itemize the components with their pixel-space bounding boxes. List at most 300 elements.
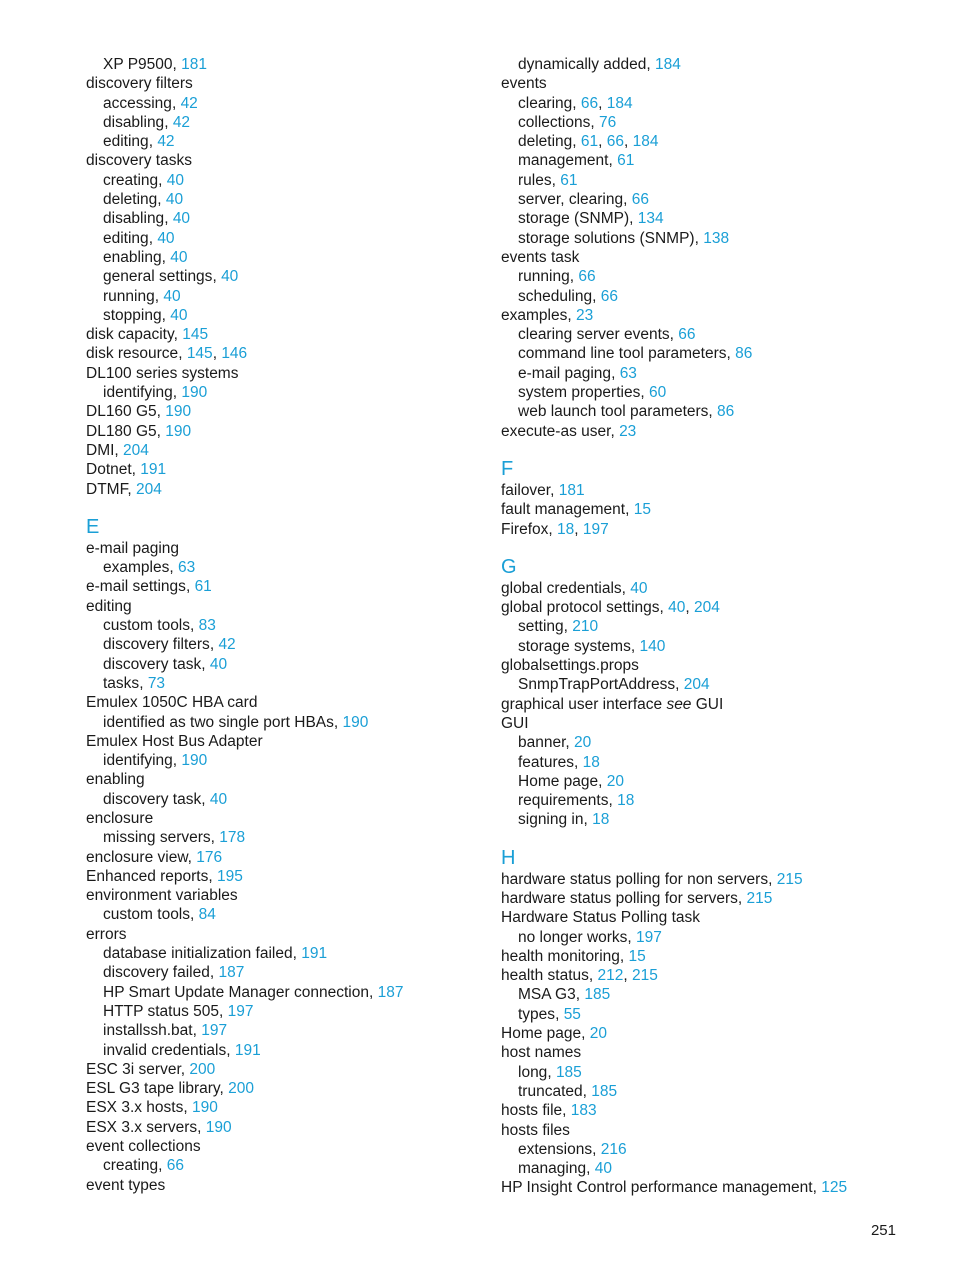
index-subentry: requirements, 18 (518, 792, 635, 810)
index-term: e-mail settings (86, 578, 186, 596)
page-link[interactable]: 40 (163, 287, 181, 305)
index-term: global credentials (501, 579, 622, 597)
index-entry: HP Insight Control performance management, 125 (501, 1179, 848, 1197)
page-link[interactable]: 185 (555, 1063, 582, 1081)
index-entry (501, 656, 941, 675)
index-term: Hardware Status Polling task (501, 909, 701, 927)
index-term: rules (518, 171, 552, 189)
page-link[interactable]: 76 (599, 113, 617, 131)
index-term: deleting (103, 191, 158, 209)
index-entry (501, 1121, 941, 1140)
page-link[interactable]: 197 (201, 1022, 228, 1040)
index-term: HP Smart Update Manager connection (103, 983, 369, 1001)
page-link[interactable]: 204 (123, 441, 149, 459)
index-term: Home page (518, 772, 599, 790)
page-link[interactable]: 190 (191, 1099, 218, 1117)
page-link[interactable]: 215 (632, 967, 658, 985)
index-term: system properties (518, 384, 641, 402)
index-term: disk capacity (86, 326, 174, 344)
index-entry: ESX 3.x hosts, 190 (86, 1099, 218, 1117)
index-subentry: server, clearing, 66 (518, 191, 649, 209)
index-entry: health monitoring, 15 (501, 947, 646, 965)
page-link[interactable]: 40 (630, 579, 648, 597)
page-link[interactable]: 66 (631, 191, 649, 209)
index-subentry: discovery filters, 42 (103, 636, 236, 654)
index-subentry: identifying, 190 (103, 752, 208, 770)
index-term: events (501, 75, 547, 93)
page-link[interactable]: 20 (606, 772, 625, 790)
page-link[interactable]: 83 (198, 617, 216, 635)
page-link[interactable]: 42 (218, 636, 236, 654)
page-link[interactable]: 66 (678, 326, 696, 344)
index-subentry: command line tool parameters, 86 (518, 345, 753, 363)
index-entry: health status, 212, 215 (501, 967, 658, 985)
page-link[interactable]: 66 (578, 268, 596, 286)
page-link[interactable]: 181 (558, 481, 585, 499)
page-link[interactable]: 23 (619, 422, 637, 440)
index-subentry: no longer works, 197 (518, 928, 662, 946)
index-term: GUI (501, 714, 529, 732)
page-link[interactable]: 86 (717, 403, 735, 421)
index-entry: DL180 G5, 190 (86, 422, 192, 440)
page-link[interactable]: 63 (619, 364, 637, 382)
index-subentry: web launch tool parameters, 86 (518, 403, 735, 421)
index-term: hardware status polling for servers (501, 889, 738, 907)
index-term: discovery tasks (86, 152, 192, 170)
index-entry (86, 151, 526, 170)
index-term: discovery task (103, 655, 202, 673)
page-link[interactable]: 40 (170, 248, 188, 266)
index-term: Dotnet (86, 461, 132, 479)
index-entry (501, 1043, 941, 1062)
index-term: discovery task (103, 790, 202, 808)
index-subentry: clearing, 66, 184 (518, 94, 633, 112)
index-term: installssh.bat (103, 1022, 193, 1040)
page-link[interactable]: 66 (166, 1157, 185, 1175)
index-term: running (518, 268, 570, 286)
index-term: web launch tool parameters (518, 403, 709, 421)
index-term: disk resource (86, 345, 179, 363)
page-link[interactable]: 18 (617, 792, 635, 810)
index-subentry: long, 185 (518, 1063, 582, 1081)
index-term: managing (518, 1160, 587, 1178)
page-link[interactable]: 146 (221, 345, 248, 363)
page-link[interactable]: 145 (182, 326, 209, 344)
index-subentry: collections, 76 (518, 113, 617, 131)
index-entry (86, 539, 526, 558)
index-term: custom tools (103, 617, 191, 635)
index-term: globalsettings.props (501, 657, 639, 675)
index-subentry: discovery failed, 187 (103, 964, 245, 982)
index-term: signing in (518, 811, 584, 829)
page-link[interactable]: 134 (637, 210, 664, 228)
index-term: enabling (86, 771, 145, 789)
index-term: e-mail paging (518, 364, 612, 382)
index-entry: execute-as user, 23 (501, 422, 637, 440)
index-subentry: rules, 61 (518, 171, 578, 189)
page-link[interactable]: 40 (668, 599, 686, 617)
index-term: XP P9500 (103, 56, 173, 73)
page-link[interactable]: 66 (580, 94, 599, 112)
page-link[interactable]: 176 (196, 848, 223, 866)
index-entry (86, 925, 526, 944)
index-entry: hosts file, 183 (501, 1102, 597, 1120)
index-entry (86, 364, 526, 383)
index-subentry: identified as two single port HBAs, 190 (103, 713, 369, 731)
index-term: general settings (103, 268, 213, 286)
index-entry (501, 248, 941, 267)
index-subentry: discovery task, 40 (103, 655, 228, 673)
index-term: no longer works (518, 928, 628, 946)
page-link[interactable]: 15 (628, 947, 646, 965)
index-term: setting (518, 618, 564, 636)
index-term: enclosure view (86, 848, 188, 866)
index-term: management (518, 152, 609, 170)
index-letter-heading: F (501, 457, 514, 480)
page-link[interactable]: 18 (582, 753, 600, 771)
index-term: truncated (518, 1082, 583, 1100)
index-entry: Firefox, 18, 197 (501, 520, 609, 538)
page-link[interactable]: 84 (198, 906, 216, 924)
index-term: enabling (103, 248, 162, 266)
index-term: disabling (103, 113, 165, 131)
page-link[interactable]: 63 (177, 559, 196, 577)
index-subentry: custom tools, 84 (103, 906, 216, 924)
page-link[interactable]: 61 (580, 133, 599, 151)
index-subentry: dynamically added, 184 (518, 56, 681, 73)
index-entry (86, 597, 526, 616)
page-link[interactable]: 86 (735, 345, 753, 363)
index-subentry: editing, 42 (103, 133, 175, 151)
page-link[interactable]: 190 (181, 752, 208, 770)
index-term: dynamically added (518, 56, 647, 73)
index-subentry: deleting, 61, 66, 184 (518, 133, 659, 151)
index-subentry: system properties, 60 (518, 384, 667, 402)
index-term: examples (501, 306, 568, 324)
page-link[interactable]: 73 (147, 674, 166, 692)
index-entry: Enhanced reports, 195 (86, 867, 243, 885)
index-term: discovery failed (103, 964, 210, 982)
index-entry: e-mail settings, 61 (86, 578, 212, 596)
page-number: 251 (870, 1222, 896, 1239)
page-link[interactable]: 197 (582, 520, 609, 538)
index-column-left (86, 55, 526, 1195)
index-entry (86, 74, 526, 93)
index-subentry: storage solutions (SNMP), 138 (518, 229, 730, 247)
page-link[interactable]: 187 (377, 983, 404, 1001)
index-entry (501, 714, 941, 733)
page-link[interactable]: 200 (228, 1080, 255, 1098)
index-subentry: storage (SNMP), 134 (518, 210, 664, 228)
index-term: health monitoring (501, 947, 620, 965)
page-link[interactable]: 20 (589, 1025, 608, 1043)
index-subentry: managing, 40 (518, 1160, 612, 1178)
index-subentry: MSA G3, 185 (518, 986, 611, 1004)
index-term: host names (501, 1044, 582, 1062)
page-link[interactable]: 197 (227, 1002, 254, 1020)
index-term: hardware status polling for non servers (501, 870, 769, 888)
index-subentry: HTTP status 505, 197 (103, 1002, 254, 1020)
index-term: Enhanced reports (86, 867, 209, 885)
page-link[interactable]: 190 (165, 422, 192, 440)
page-link[interactable]: 66 (600, 287, 618, 305)
index-term: HTTP status 505 (103, 1002, 220, 1020)
page-link[interactable]: 20 (574, 734, 592, 752)
index-subentry: creating, 40 (103, 171, 185, 189)
page-link[interactable]: 40 (165, 191, 184, 209)
index-term: banner (518, 734, 566, 752)
index-term: ESX 3.x hosts (86, 1099, 184, 1117)
index-term: discovery filters (103, 636, 210, 654)
index-term: long (518, 1063, 548, 1081)
index-entry (86, 809, 526, 828)
page-link[interactable]: 185 (584, 986, 611, 1004)
page-link[interactable]: 61 (617, 152, 635, 170)
index-term: graphical user interface (501, 695, 663, 713)
index-term: ESX 3.x servers (86, 1118, 198, 1136)
index-subentry: XP P9500, 181 (103, 56, 208, 73)
page-link[interactable]: 191 (140, 461, 167, 479)
index-entry: disk resource, 145, 146 (86, 345, 248, 363)
index-term: DL180 G5 (86, 422, 157, 440)
index-subentry: installssh.bat, 197 (103, 1022, 228, 1040)
index-entry: fault management, 15 (501, 501, 651, 519)
index-term: Emulex Host Bus Adapter (86, 732, 263, 750)
index-subentry: custom tools, 83 (103, 617, 216, 635)
index-term: HP Insight Control performance management (501, 1179, 813, 1197)
index-entry: examples, 23 (501, 306, 594, 324)
index-term: discovery filters (86, 75, 193, 93)
index-subentry: truncated, 185 (518, 1082, 618, 1100)
index-subentry: invalid credentials, 191 (103, 1041, 261, 1059)
index-term: editing (103, 229, 149, 247)
index-subentry: extensions, 216 (518, 1140, 627, 1158)
page-link[interactable]: 204 (694, 599, 720, 617)
index-subentry: database initialization failed, 191 (103, 945, 328, 963)
index-subentry: e-mail paging, 63 (518, 364, 637, 382)
index-subentry: clearing server events, 66 (518, 326, 696, 344)
page-link[interactable]: 40 (172, 210, 191, 228)
see-reference-label: see (666, 695, 692, 713)
index-term: MSA G3 (518, 986, 576, 1004)
index-term: DL100 series systems (86, 364, 239, 382)
index-entry: DL160 G5, 190 (86, 403, 192, 421)
index-term: server, clearing (518, 191, 624, 209)
index-term: hosts file (501, 1102, 563, 1120)
index-term: running (103, 287, 155, 305)
page-link[interactable]: 23 (575, 306, 594, 324)
index-subentry: enabling, 40 (103, 248, 188, 266)
index-subentry: Home page, 20 (518, 772, 625, 790)
index-term: invalid credentials (103, 1041, 227, 1059)
page-link[interactable]: 40 (209, 790, 228, 808)
index-entry: DTMF, 204 (86, 480, 162, 498)
index-entry: ESC 3i server, 200 (86, 1060, 216, 1078)
page-link[interactable]: 187 (218, 964, 245, 982)
index-entry (86, 693, 526, 712)
index-entry (86, 886, 526, 905)
index-entry: failover, 181 (501, 481, 585, 499)
index-entry: Dotnet, 191 (86, 461, 167, 479)
index-subentry: scheduling, 66 (518, 287, 618, 305)
index-term: disabling (103, 210, 165, 228)
see-reference-target[interactable]: GUI (695, 695, 724, 713)
page-link[interactable]: 61 (560, 171, 578, 189)
page-link[interactable]: 178 (219, 829, 246, 847)
index-entry: hardware status polling for servers, 215 (501, 889, 773, 907)
page-link[interactable]: 60 (648, 384, 667, 402)
index-term: failover (501, 481, 551, 499)
page-link[interactable]: 181 (181, 56, 208, 73)
index-term: types (518, 1005, 556, 1023)
index-term: custom tools (103, 906, 191, 924)
index-letter-heading: H (501, 846, 516, 869)
page-link[interactable]: 190 (342, 713, 369, 731)
page-link[interactable]: 138 (703, 229, 730, 247)
index-term: Firefox (501, 520, 549, 538)
index-subentry: running, 66 (518, 268, 596, 286)
index-term: editing (86, 597, 132, 615)
page-link[interactable]: 40 (157, 229, 175, 247)
index-term: enclosure (86, 809, 154, 827)
index-term: storage (SNMP) (518, 210, 630, 228)
index-term: events task (501, 248, 580, 266)
index-term: DTMF (86, 480, 128, 498)
index-subentry: HP Smart Update Manager connection, 187 (103, 983, 404, 1001)
page-link[interactable]: 210 (572, 618, 599, 636)
index-subentry: setting, 210 (518, 618, 599, 636)
index-subentry: missing servers, 178 (103, 829, 246, 847)
index-term: errors (86, 925, 127, 943)
page-link[interactable]: 216 (600, 1140, 627, 1158)
index-subentry: discovery task, 40 (103, 790, 228, 808)
index-subentry: stopping, 40 (103, 306, 188, 324)
index-subentry: deleting, 40 (103, 191, 184, 209)
index-term: clearing server events (518, 326, 670, 344)
page-link[interactable]: 40 (594, 1160, 612, 1178)
page-link[interactable]: 191 (301, 945, 328, 963)
index-term: identified as two single port HBAs (103, 713, 334, 731)
page-link[interactable]: 66 (606, 133, 625, 151)
index-term: environment variables (86, 887, 238, 905)
page-link[interactable]: 184 (632, 133, 659, 151)
index-entry: global protocol settings, 40, 204 (501, 599, 720, 617)
index-subentry: SnmpTrapPortAddress, 204 (518, 676, 710, 694)
page-link[interactable]: 183 (570, 1102, 597, 1120)
page-link[interactable]: 18 (557, 520, 575, 538)
page-link[interactable]: 15 (633, 501, 651, 519)
page-link[interactable]: 40 (166, 171, 185, 189)
index-subentry: running, 40 (103, 287, 181, 305)
page-link[interactable]: 42 (172, 113, 191, 131)
page-link[interactable]: 195 (216, 867, 243, 885)
index-entry: ESX 3.x servers, 190 (86, 1118, 232, 1136)
index-term: storage solutions (SNMP) (518, 229, 695, 247)
page-link[interactable]: 191 (234, 1041, 261, 1059)
page-link[interactable]: 204 (683, 676, 710, 694)
page-link[interactable]: 184 (655, 56, 681, 73)
index-subentry: tasks, 73 (103, 674, 166, 692)
page-link[interactable]: 18 (592, 811, 610, 829)
page-link[interactable]: 140 (639, 637, 666, 655)
index-term: execute-as user (501, 422, 611, 440)
index-subentry: signing in, 18 (518, 811, 610, 829)
index-term: features (518, 753, 575, 771)
index-column-right (501, 55, 941, 1198)
index-term: Home page (501, 1025, 582, 1043)
page-link[interactable]: 190 (165, 403, 192, 421)
index-entry (501, 695, 941, 714)
index-term: e-mail paging (86, 539, 180, 557)
index-term: creating (103, 1157, 159, 1175)
page-link[interactable]: 184 (606, 94, 633, 112)
page-link[interactable]: 200 (189, 1060, 216, 1078)
page-link[interactable]: 40 (221, 268, 239, 286)
index-term: Emulex 1050C HBA card (86, 694, 258, 712)
index-term: DMI (86, 441, 115, 459)
index-term: missing servers (103, 829, 211, 847)
index-term: database initialization failed (103, 945, 293, 963)
index-subentry: accessing, 42 (103, 94, 198, 112)
index-subentry: examples, 63 (103, 559, 196, 577)
index-letter-heading: E (86, 515, 100, 538)
index-term: editing (103, 133, 149, 151)
page-link[interactable]: 42 (157, 133, 175, 151)
index-entry: DMI, 204 (86, 441, 149, 459)
index-term: identifying (103, 384, 173, 402)
index-term: clearing (518, 94, 573, 112)
page-link[interactable]: 40 (209, 655, 228, 673)
index-entry: Home page, 20 (501, 1025, 608, 1043)
index-entry (86, 1137, 526, 1156)
index-subentry: disabling, 42 (103, 113, 191, 131)
index-term: accessing (103, 94, 172, 112)
index-entry (86, 732, 526, 751)
index-term: hosts files (501, 1121, 570, 1139)
index-term: scheduling (518, 287, 593, 305)
page-link[interactable]: 55 (563, 1005, 581, 1023)
index-subentry: management, 61 (518, 152, 635, 170)
index-term: ESL G3 tape library (86, 1080, 220, 1098)
index-term: collections (518, 113, 591, 131)
page-link[interactable]: 185 (591, 1082, 618, 1100)
index-term: event types (86, 1176, 166, 1194)
index-entry (501, 908, 941, 927)
page-link[interactable]: 190 (205, 1118, 232, 1136)
index-term: global protocol settings (501, 599, 660, 617)
index-term: extensions (518, 1140, 593, 1158)
page-link[interactable]: 215 (746, 889, 773, 907)
index-term: SnmpTrapPortAddress (518, 676, 676, 694)
page-link[interactable]: 190 (181, 384, 208, 402)
page-link[interactable]: 197 (636, 928, 662, 946)
index-term: health status (501, 967, 589, 985)
index-entry: hardware status polling for non servers, 215 (501, 870, 803, 888)
page-link[interactable]: 40 (170, 306, 188, 324)
index-entry: global credentials, 40 (501, 579, 648, 597)
page-link[interactable]: 61 (194, 578, 212, 596)
index-entry: enclosure view, 176 (86, 848, 223, 866)
page-link[interactable]: 145 (186, 345, 213, 363)
page-link[interactable]: 42 (180, 94, 198, 112)
page-link[interactable]: 215 (776, 870, 803, 888)
index-subentry: identifying, 190 (103, 384, 208, 402)
index-term: examples (103, 559, 170, 577)
page-link[interactable]: 212 (597, 967, 624, 985)
page-link[interactable]: 204 (135, 480, 162, 498)
page-link[interactable]: 125 (821, 1179, 848, 1197)
index-subentry: general settings, 40 (103, 268, 239, 286)
